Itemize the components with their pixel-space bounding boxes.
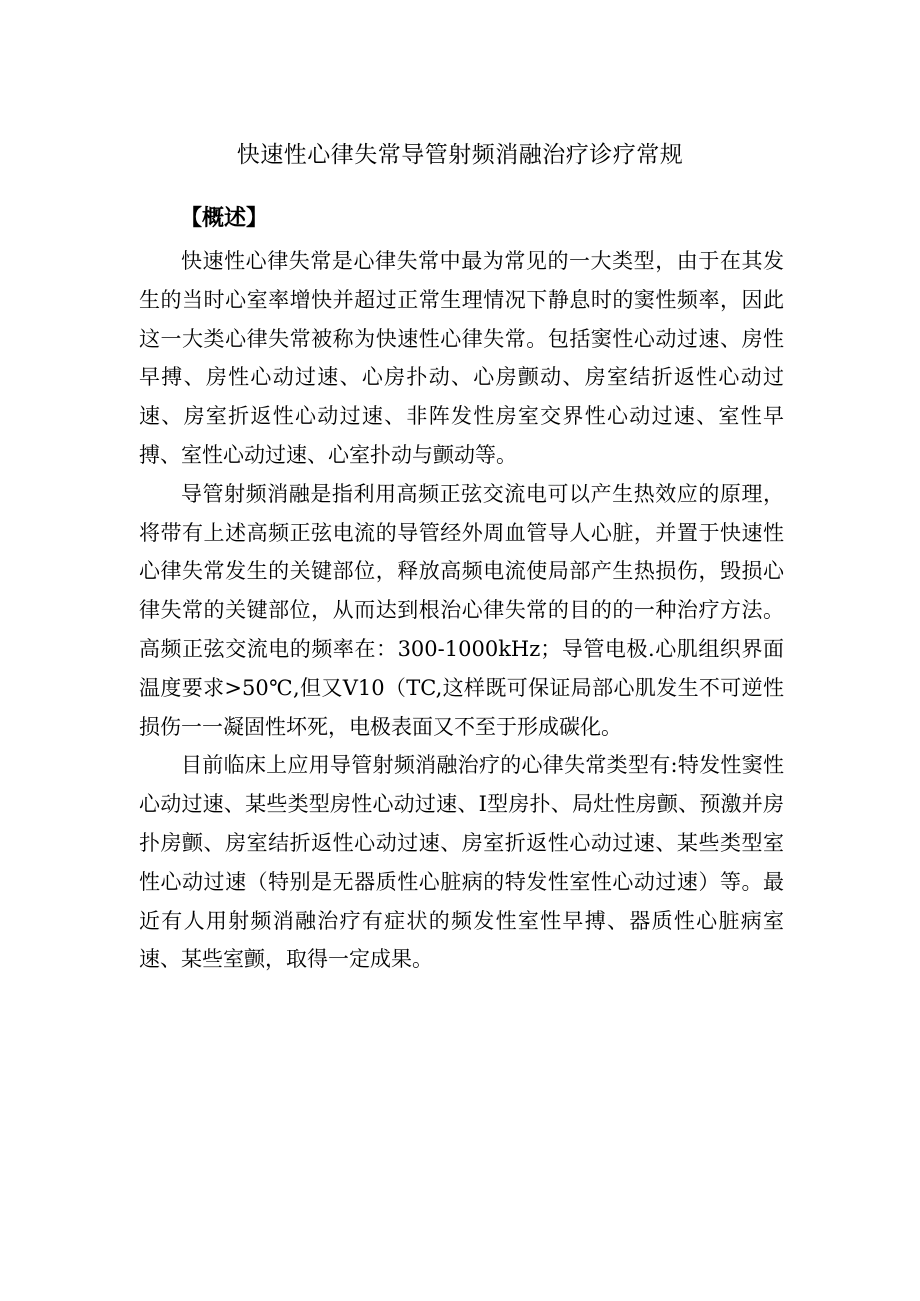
document-title: 快速性心律失常导管射频消融治疗诊疗常规 — [236, 142, 684, 168]
section-body — [139, 242, 784, 979]
paragraph-ablation-principle: 导管射频消融是指利用高频正弦交流电可以产生热效应的原理，将带有上述高频正弦电流的导管经外周血管导人心脏，并置于快速性心律失常发生的关键部位，释放高频电流使局部产生热损伤，毁损心律失常的关键部位，从而达到根治心律失常的目的的一种治疗方法。高频正弦交流电的频率在：300-1000kHz；导管电极.心肌组织界面温度要求>50℃,但又V10（TC,这样既可保证局部心肌发生不可逆性损伤一一凝固性坏死，电极表面又不至于形成碳化。 — [139, 481, 784, 739]
section-heading-overview: 【概述】 — [180, 205, 269, 231]
paragraph-indications: 目前临床上应用导管射频消融治疗的心律失常类型有:特发性窦性心动过速、某些类型房性心动过速、I型房扑、局灶性房颤、预激并房扑房颤、房室结折返性心动过速、房室折返性心动过速、某些类型室性心动过速（特别是无器质性心脏病的特发性室性心动过速）等。最近有人用射频消融治疗有症状的频发性室性早搏、器质性心脏病室速、某些室颤，取得一定成果。 — [139, 753, 784, 972]
paragraph-definition: 快速性心律失常是心律失常中最为常见的一大类型，由于在其发生的当时心室率增快并超过正常生理情况下静息时的窦性频率，因此这一大类心律失常被称为快速性心律失常。包括窦性心动过速、房性早搏、房性心动过速、心房扑动、心房颤动、房室结折返性心动过速、房室折返性心动过速、非阵发性房室交界性心动过速、室性早搏、室性心动过速、心室扑动与颤动等。 — [139, 249, 784, 467]
